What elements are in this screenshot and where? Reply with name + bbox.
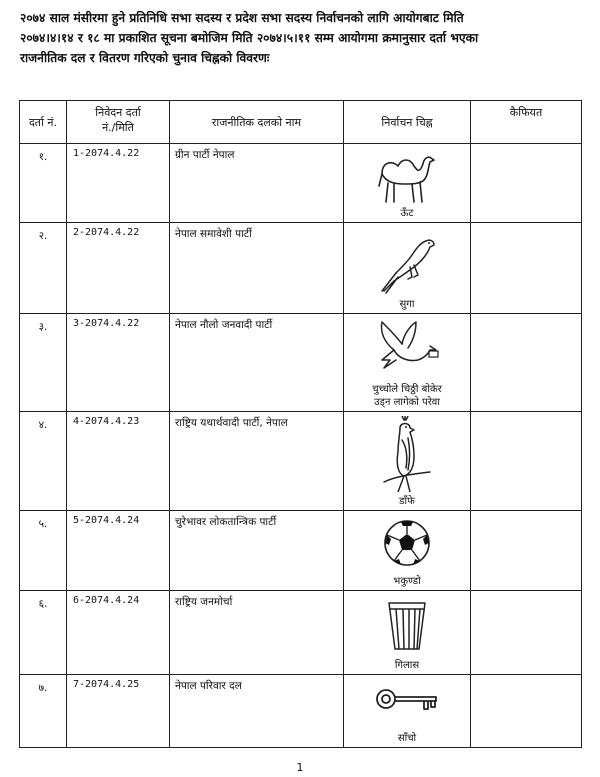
- symbol-label: सुगा: [399, 299, 415, 310]
- row-number: २.: [20, 223, 67, 314]
- row-number: ७.: [20, 675, 67, 748]
- symbol-label: गिलास: [394, 660, 420, 671]
- table-row: [20, 591, 582, 675]
- remarks-cell: [471, 591, 582, 675]
- intro-line-2: २०७४।४।१४ र १८ मा प्रकाशित सूचना बमोजिम मिति २०७४।५।११ सम्म आयोगमा क्रमानुसार दर्ता भएका: [20, 31, 479, 45]
- remarks-cell: [471, 412, 582, 511]
- intro-line-1: २०७४ साल मंसीरमा हुने प्रतिनिधि सभा सदस्य र प्रदेश सभा सदस्य निर्वाचनको लागि आयोगबाट मिति: [20, 11, 464, 25]
- party-name: राष्ट्रिय जनमोर्चा: [170, 591, 344, 675]
- camel-icon: [376, 152, 438, 206]
- parrot-icon: [376, 233, 438, 295]
- election-symbol-cell: [344, 675, 471, 748]
- row-number: ५.: [20, 511, 67, 591]
- party-symbol-table: [19, 100, 582, 748]
- symbol-label: डाँफे: [399, 496, 415, 507]
- registration-date: 1-2074.4.22: [67, 144, 170, 223]
- header-application-registration: निवेदन दर्ता नं./मिति: [67, 101, 170, 144]
- table-row: [20, 144, 582, 223]
- registration-date: 7-2074.4.25: [67, 675, 170, 748]
- dove-icon: [374, 320, 440, 378]
- election-symbol-cell: [344, 511, 471, 591]
- remarks-cell: [471, 144, 582, 223]
- row-number: १.: [20, 144, 67, 223]
- table-row: [20, 223, 582, 314]
- header-election-symbol: निर्वाचन चिह्न: [344, 101, 471, 144]
- header-party-name: राजनीतिक दलको नाम: [170, 101, 344, 144]
- party-name: नेपाल समावेशी पार्टी: [170, 223, 344, 314]
- symbol-label: साँचो: [397, 733, 417, 744]
- symbol-label: चुच्चोले चिठ्ठी बोकेर उड्न लागेको परेवा: [372, 384, 442, 408]
- registration-date: 5-2074.4.24: [67, 511, 170, 591]
- registration-date: 2-2074.4.22: [67, 223, 170, 314]
- election-symbol-cell: [344, 412, 471, 511]
- symbol-label: भकुण्डो: [393, 576, 421, 587]
- party-name: ग्रीन पार्टी नेपाल: [170, 144, 344, 223]
- table-header-row: [20, 101, 582, 144]
- table-row: [20, 314, 582, 412]
- remarks-cell: [471, 511, 582, 591]
- pheasant-icon: [380, 416, 434, 492]
- election-symbol-cell: [344, 223, 471, 314]
- table-row: [20, 675, 582, 748]
- header-registration-number: दर्ता नं.: [20, 101, 67, 144]
- table-row: [20, 412, 582, 511]
- election-symbol-cell: [344, 144, 471, 223]
- registration-date: 4-2074.4.23: [67, 412, 170, 511]
- party-name: नेपाल नौलो जनवादी पार्टी: [170, 314, 344, 412]
- registration-date: 6-2074.4.24: [67, 591, 170, 675]
- remarks-cell: [471, 675, 582, 748]
- page-number: 1: [296, 761, 304, 774]
- header-remarks: कैफियत: [471, 101, 582, 144]
- key-icon: [374, 685, 440, 715]
- football-icon: [383, 519, 431, 567]
- election-symbol-cell: [344, 591, 471, 675]
- intro-line-3: राजनीतिक दल र वितरण गरिएको चुनाव चिह्नको विवरणः: [20, 51, 270, 65]
- row-number: ३.: [20, 314, 67, 412]
- row-number: ६.: [20, 591, 67, 675]
- party-name: चुरेभावर लोकतान्त्रिक पार्टी: [170, 511, 344, 591]
- election-symbol-cell: [344, 314, 471, 412]
- party-name: राष्ट्रिय यथार्थवादी पार्टी, नेपाल: [170, 412, 344, 511]
- party-name: नेपाल परिवार दल: [170, 675, 344, 748]
- remarks-cell: [471, 223, 582, 314]
- symbol-label: ऊँट: [400, 208, 414, 219]
- glass-icon: [387, 599, 427, 651]
- intro-text: [20, 8, 590, 68]
- row-number: ४.: [20, 412, 67, 511]
- registration-date: 3-2074.4.22: [67, 314, 170, 412]
- remarks-cell: [471, 314, 582, 412]
- table-row: [20, 511, 582, 591]
